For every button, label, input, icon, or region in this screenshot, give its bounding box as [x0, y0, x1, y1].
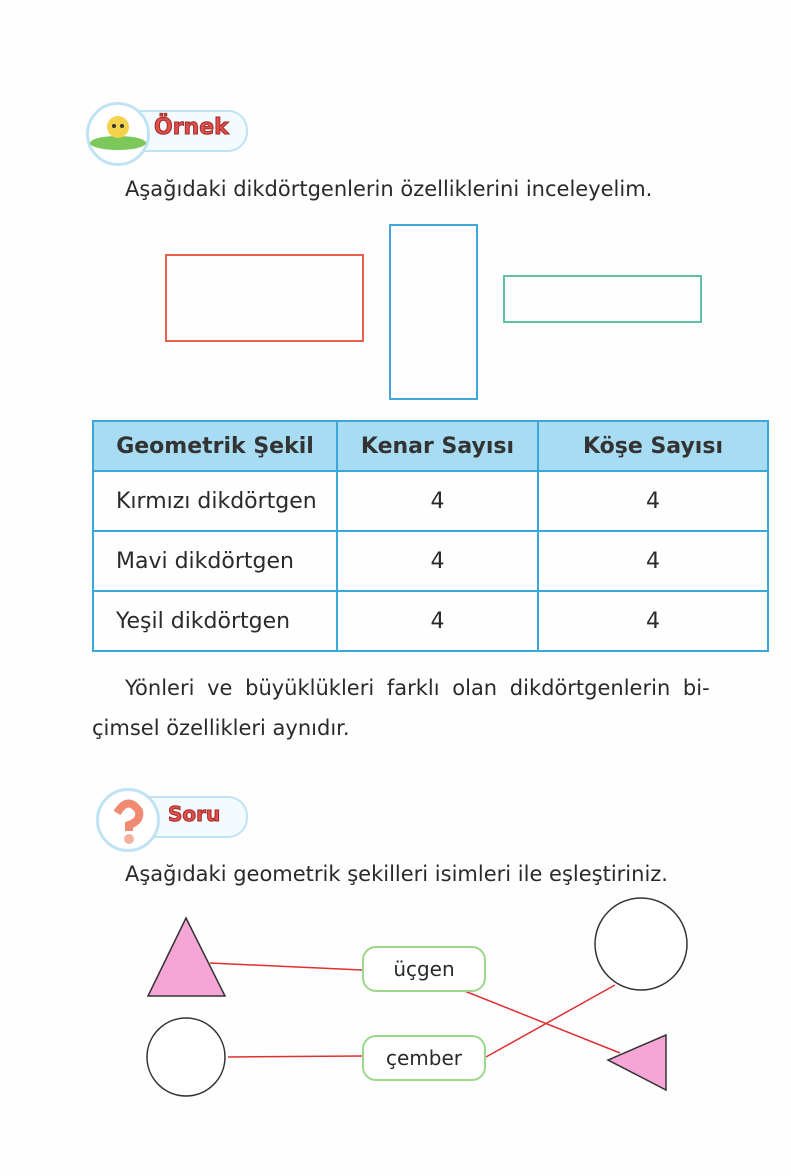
example-instruction: Aşağıdaki dikdörtgenlerin özelliklerini inceleyelim. [125, 177, 653, 201]
header-shape: Geometrik Şekil [93, 421, 337, 471]
cell-shape: Mavi dikdörtgen [93, 531, 337, 591]
cell-edges: 4 [337, 531, 538, 591]
header-corners: Köşe Sayısı [538, 421, 768, 471]
example-badge-label: Örnek [154, 115, 229, 140]
triangle-shape-right [608, 1035, 666, 1090]
question-instruction: Aşağıdaki geometrik şekilleri isimleri ile eşleştiriniz. [125, 862, 668, 886]
circle-shape-left [147, 1018, 225, 1096]
cell-corners: 4 [538, 591, 768, 651]
circle-shape-right [595, 898, 687, 990]
match-line [462, 990, 620, 1053]
triangle-shape-left [148, 918, 225, 996]
match-line [210, 963, 362, 970]
label-triangle: üçgen [362, 946, 486, 992]
conclusion-line-2: çimsel özellikleri aynıdır. [92, 716, 350, 740]
question-badge-label: Soru [168, 802, 221, 826]
cell-shape: Kırmızı dikdörtgen [93, 471, 337, 531]
header-edges: Kenar Sayısı [337, 421, 538, 471]
label-circle: çember [362, 1035, 486, 1081]
cell-edges: 4 [337, 471, 538, 531]
cell-edges: 4 [337, 591, 538, 651]
match-line [228, 1056, 362, 1057]
match-line [486, 985, 615, 1057]
cell-shape: Yeşil dikdörtgen [93, 591, 337, 651]
cell-corners: 4 [538, 531, 768, 591]
conclusion-line-1: Yönleri ve büyüklükleri farklı olan dikdörtgenlerin bi- [125, 676, 710, 700]
cell-corners: 4 [538, 471, 768, 531]
